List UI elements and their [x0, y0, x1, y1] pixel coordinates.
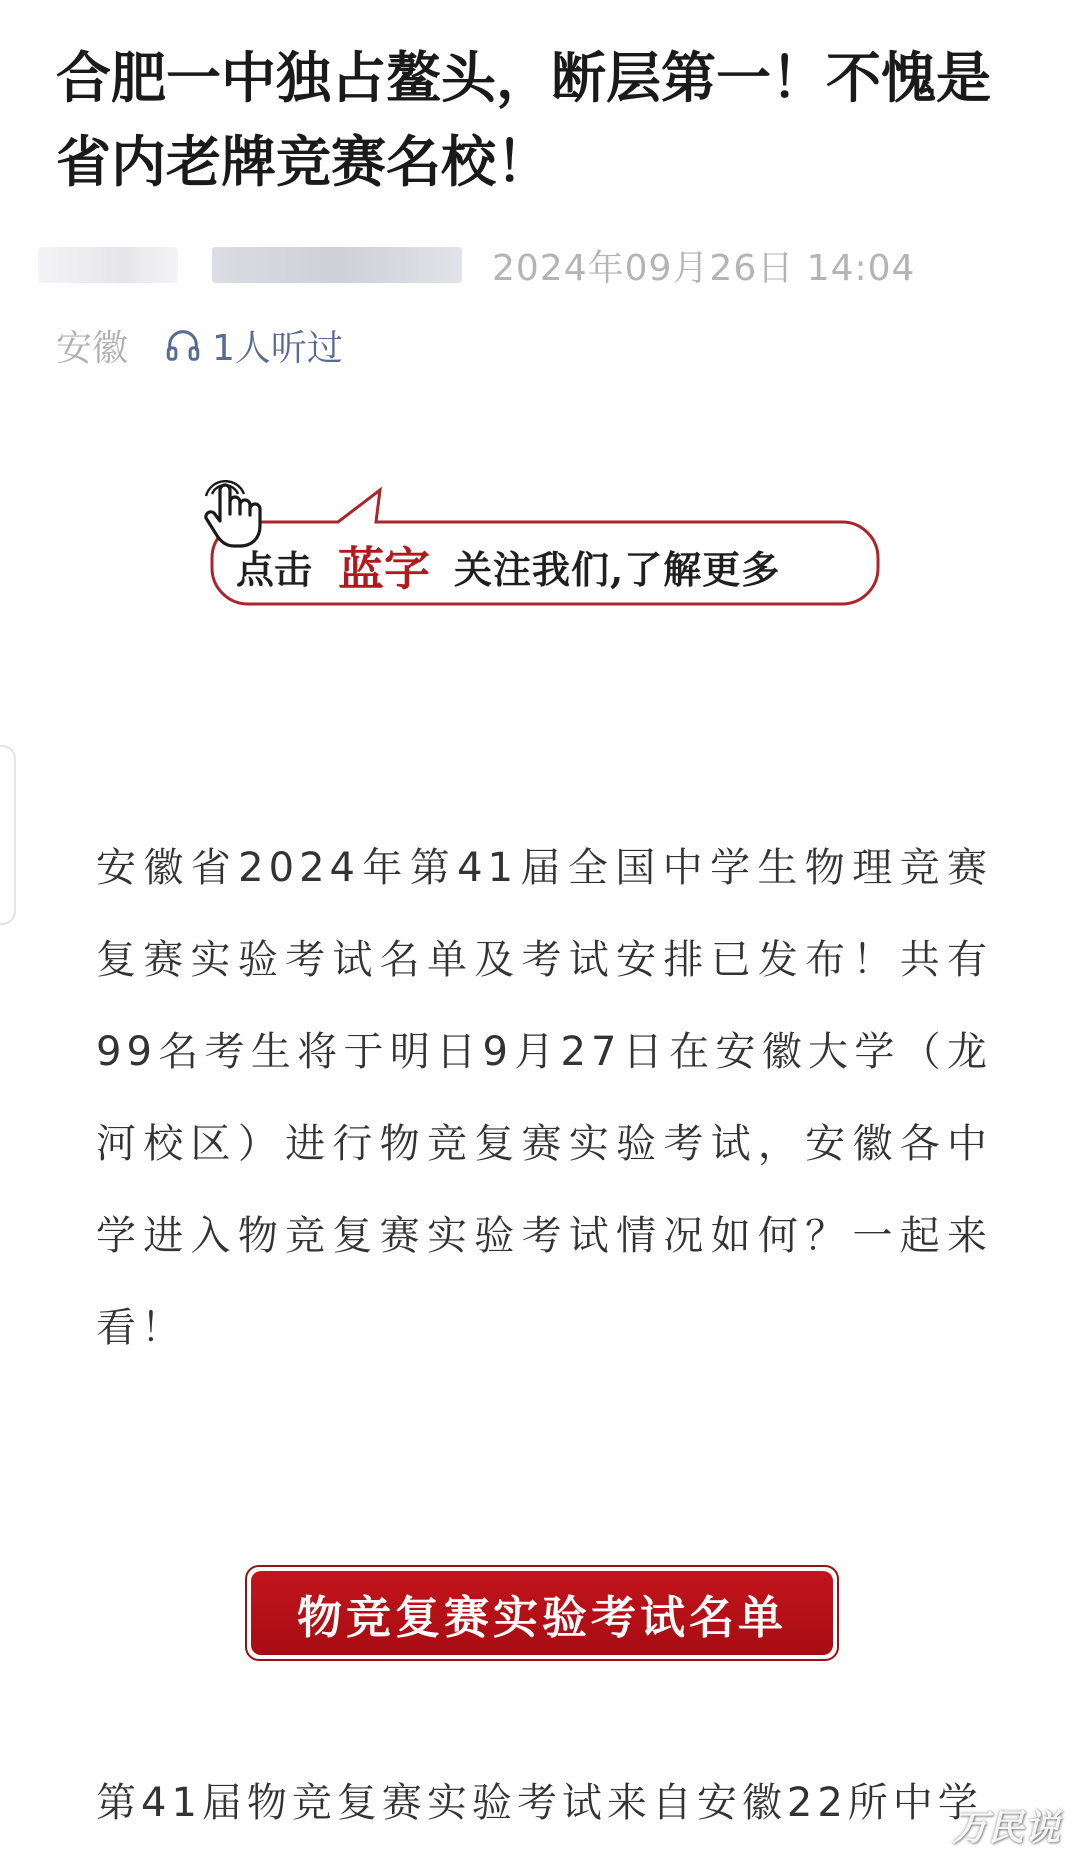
blurred-author [38, 247, 178, 283]
article-title: 合肥一中独占鳌头，断层第一！不愧是省内老牌竞赛名校！ [56, 46, 992, 194]
side-edge-tab[interactable] [0, 745, 16, 925]
section-header-label: 物竞复赛实验考试名单 [296, 1590, 787, 1644]
publish-time: 2024年09月26日 14:04 [492, 247, 916, 289]
intro-paragraph: 安徽省2024年第41届全国中学生物理竞赛复赛实验考试名单及考试安排已发布！共有99名考生将于明日9月27日在安徽大学（龙河校区）进行物竞复赛实验考试，安徽各中学进入物竞复赛实验考试情况如何？一起来看！ [96, 845, 992, 1351]
listen-count: 1人听过 [212, 327, 343, 369]
article-meta [38, 240, 915, 290]
section-header-fill [251, 1571, 833, 1655]
banner-suffix: 关注我们,了解更多 [454, 546, 781, 592]
region-label: 安徽 [56, 327, 129, 369]
article-info [56, 322, 343, 368]
listen-count-link[interactable] [164, 320, 343, 371]
blurred-account-name[interactable] [212, 247, 462, 283]
hand-pointer-icon [200, 480, 286, 550]
follow-banner[interactable] [200, 480, 890, 665]
schools-paragraph: 第41届物竞复赛实验考试来自安徽22所中学 [96, 1780, 983, 1826]
headphone-icon [164, 326, 202, 364]
follow-banner-text [236, 530, 780, 602]
watermark: 万民说 [951, 1808, 1060, 1849]
banner-keyword: 蓝字 [338, 542, 431, 596]
banner-prefix: 点击 [236, 546, 313, 592]
section-header [245, 1565, 839, 1661]
